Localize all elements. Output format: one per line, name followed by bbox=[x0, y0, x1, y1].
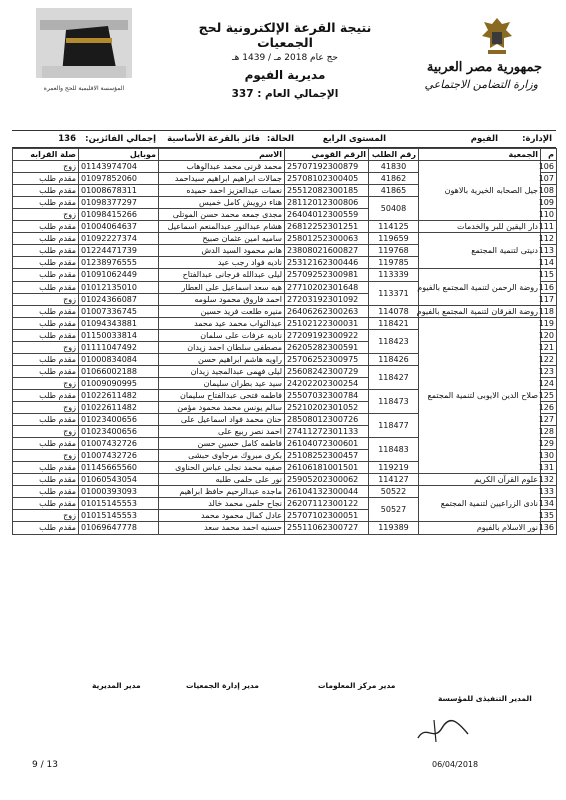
person-name: هناء درويش كامل خميس bbox=[159, 197, 285, 209]
table-row bbox=[13, 161, 557, 173]
admin-label: الإدارة: bbox=[522, 134, 552, 144]
request-number: 118483 bbox=[369, 438, 419, 462]
mobile-number: 01143974704 bbox=[79, 161, 159, 173]
national-id: 26205282300591 bbox=[285, 341, 369, 353]
svg-text:المؤسسة الاقليمية للحج والعمرة: المؤسسة الاقليمية للحج والعمرة bbox=[43, 85, 125, 92]
person-name: منيره طلعت فريد حسين bbox=[159, 305, 285, 317]
request-number: 119219 bbox=[369, 462, 419, 474]
row-index: 114 bbox=[541, 257, 557, 269]
mobile-number: 01111047492 bbox=[79, 341, 159, 353]
national-id: 27203192301092 bbox=[285, 293, 369, 305]
eagle-emblem-icon bbox=[480, 16, 514, 56]
row-index: 128 bbox=[541, 426, 557, 438]
association-name: نور الاسلام بالفيوم bbox=[419, 522, 541, 534]
national-id: 25707102300051 bbox=[285, 510, 369, 522]
status-label: الحالة: bbox=[266, 134, 294, 144]
ministry-logo bbox=[424, 16, 542, 91]
relation-type: مقدم طلب bbox=[13, 353, 79, 365]
relation-type: مقدم طلب bbox=[13, 486, 79, 498]
row-index: 119 bbox=[541, 317, 557, 329]
relation-type: زوج bbox=[13, 377, 79, 389]
col-header-index: م bbox=[541, 149, 557, 161]
person-name: راويه هاشم ابراهيم حسن bbox=[159, 353, 285, 365]
national-id: 25608242300729 bbox=[285, 365, 369, 377]
table-row bbox=[13, 233, 557, 245]
request-number: 50522 bbox=[369, 486, 419, 498]
ministry-subtitle: وزارة التضامن الاجتماعي bbox=[424, 78, 538, 91]
row-index: 136 bbox=[541, 522, 557, 534]
person-name: عادل كمال محمود محمد bbox=[159, 510, 285, 522]
relation-type: زوج bbox=[13, 161, 79, 173]
col-header-name: الاسم bbox=[159, 149, 285, 161]
national-id: 26104072300601 bbox=[285, 438, 369, 450]
directorate-label: مديرية الفيوم bbox=[244, 68, 326, 82]
person-name: بكرى مبروك مرجاوى حبشى bbox=[159, 450, 285, 462]
request-number: 118421 bbox=[369, 317, 419, 329]
sig-executive-director: المدير التنفيذى للمؤسسة bbox=[438, 694, 532, 703]
person-name: هبه سعد اسماعيل على العطار bbox=[159, 281, 285, 293]
row-index: 107 bbox=[541, 173, 557, 185]
relation-type: زوج bbox=[13, 450, 79, 462]
row-index: 127 bbox=[541, 414, 557, 426]
association-name: دار اليقين للبر والخدمات bbox=[419, 221, 541, 233]
national-id: 25511062300727 bbox=[285, 522, 369, 534]
relation-type: مقدم طلب bbox=[13, 462, 79, 474]
row-index: 126 bbox=[541, 401, 557, 413]
row-index: 133 bbox=[541, 486, 557, 498]
person-name: احمد نصر ربيع على bbox=[159, 426, 285, 438]
table-row bbox=[13, 522, 557, 534]
relation-type: مقدم طلب bbox=[13, 233, 79, 245]
person-name: حنان محمد فواد اسماعيل على bbox=[159, 414, 285, 426]
person-name: صفيه محمد نجلى عباس الحناوى bbox=[159, 462, 285, 474]
request-number: 114127 bbox=[369, 474, 419, 486]
mobile-number: 01022611482 bbox=[79, 401, 159, 413]
relation-type: زوج bbox=[13, 209, 79, 221]
relation-type: مقدم طلب bbox=[13, 305, 79, 317]
request-number: 119659 bbox=[369, 233, 419, 245]
relation-type: مقدم طلب bbox=[13, 414, 79, 426]
mobile-number: 01008678311 bbox=[79, 185, 159, 197]
winners-value: 136 bbox=[58, 134, 76, 144]
mobile-number: 01069647778 bbox=[79, 522, 159, 534]
national-id: 26104132300044 bbox=[285, 486, 369, 498]
mobile-number: 01094343881 bbox=[79, 317, 159, 329]
col-header-mobile: موبايل bbox=[79, 149, 159, 161]
national-id: 25708102300405 bbox=[285, 173, 369, 185]
relation-type: مقدم طلب bbox=[13, 329, 79, 341]
person-name: مصطفى سلطان احمد زيدان bbox=[159, 341, 285, 353]
national-id: 28112012300806 bbox=[285, 197, 369, 209]
row-index: 109 bbox=[541, 197, 557, 209]
mobile-number: 01000834084 bbox=[79, 353, 159, 365]
relation-type: زوج bbox=[13, 510, 79, 522]
row-index: 125 bbox=[541, 389, 557, 401]
relation-type: مقدم طلب bbox=[13, 257, 79, 269]
season-label: حج عام 2018 مـ / 1439 هـ bbox=[232, 53, 338, 63]
relation-type: مقدم طلب bbox=[13, 185, 79, 197]
relation-type: مقدم طلب bbox=[13, 522, 79, 534]
national-id: 26207112300122 bbox=[285, 498, 369, 510]
winners-table bbox=[12, 148, 557, 535]
national-id: 25210202301052 bbox=[285, 401, 369, 413]
mobile-number: 01007432726 bbox=[79, 450, 159, 462]
row-index: 132 bbox=[541, 474, 557, 486]
request-number: 114078 bbox=[369, 305, 419, 317]
row-index: 111 bbox=[541, 221, 557, 233]
relation-type: مقدم طلب bbox=[13, 498, 79, 510]
col-header-request: رقم الطلب bbox=[369, 149, 419, 161]
person-name: احمد فاروق محمود سلومه bbox=[159, 293, 285, 305]
request-number: 118427 bbox=[369, 365, 419, 389]
national-id: 27209192300922 bbox=[285, 329, 369, 341]
table-row bbox=[13, 269, 557, 281]
person-name: نعمات عبدالعزيز احمد حميده bbox=[159, 185, 285, 197]
mobile-number: 01015145553 bbox=[79, 498, 159, 510]
row-index: 110 bbox=[541, 209, 557, 221]
mobile-number: 01150033814 bbox=[79, 329, 159, 341]
ministry-name: جمهورية مصر العربية bbox=[426, 60, 542, 75]
person-name: حسنيه احمد محمد سعد bbox=[159, 522, 285, 534]
relation-type: مقدم طلب bbox=[13, 269, 79, 281]
national-id: 26106181001501 bbox=[285, 462, 369, 474]
person-name: فاطمه كامل حسين حسن bbox=[159, 438, 285, 450]
national-id: 24202202300254 bbox=[285, 377, 369, 389]
national-id: 25905202300062 bbox=[285, 474, 369, 486]
person-name: فاطمه فتحى عبدالفتاح سليمان bbox=[159, 389, 285, 401]
row-index: 135 bbox=[541, 510, 557, 522]
person-name: مجدى جمعه محمد حسن الموتلى bbox=[159, 209, 285, 221]
relation-type: زوج bbox=[13, 293, 79, 305]
relation-type: مقدم طلب bbox=[13, 438, 79, 450]
mobile-number: 01015145553 bbox=[79, 510, 159, 522]
national-id: 27710202301648 bbox=[285, 281, 369, 293]
relation-type: مقدم طلب bbox=[13, 197, 79, 209]
person-name: ليلى عبدالله فرجانى عبدالفتاح bbox=[159, 269, 285, 281]
mobile-number: 01012135010 bbox=[79, 281, 159, 293]
person-name: محمد قرنى محمد عبدالوهاب bbox=[159, 161, 285, 173]
relation-type: زوج bbox=[13, 426, 79, 438]
mobile-number: 01023400656 bbox=[79, 426, 159, 438]
person-name: ساميه امين عثمان صبيح bbox=[159, 233, 285, 245]
winners-label: إجمالي الفائزين: bbox=[85, 134, 156, 144]
grand-total: الإجمالي العام : 337 bbox=[231, 88, 339, 100]
row-index: 122 bbox=[541, 353, 557, 365]
report-title: نتيجة القرعة الإلكترونية لحج الجمعيات bbox=[198, 20, 372, 50]
table-row bbox=[13, 221, 557, 233]
person-name: ماجده عبدالرحيم حافظ ابراهيم bbox=[159, 486, 285, 498]
row-index: 120 bbox=[541, 329, 557, 341]
national-id: 25707192300879 bbox=[285, 161, 369, 173]
national-id: 25312162300446 bbox=[285, 257, 369, 269]
row-index: 130 bbox=[541, 450, 557, 462]
row-index: 106 bbox=[541, 161, 557, 173]
row-index: 123 bbox=[541, 365, 557, 377]
table-header-row bbox=[13, 149, 557, 161]
table-row bbox=[13, 474, 557, 486]
relation-type: مقدم طلب bbox=[13, 365, 79, 377]
person-name: ليلى فهمى عبدالمجيد زيدان bbox=[159, 365, 285, 377]
association-name: روضة الرحمن لتنمية المجتمع بالفيوم bbox=[419, 269, 541, 305]
mobile-number: 01145665560 bbox=[79, 462, 159, 474]
association-name: نادى الزراعيين لتنمية المجتمع bbox=[419, 486, 541, 522]
status-value: فائز بالقرعة الأساسية bbox=[167, 134, 260, 144]
national-id: 28508012300726 bbox=[285, 414, 369, 426]
national-id: 26812252301251 bbox=[285, 221, 369, 233]
mobile-number: 01060543054 bbox=[79, 474, 159, 486]
row-index: 116 bbox=[541, 281, 557, 293]
col-header-association: الجمعية bbox=[419, 149, 541, 161]
sig-associations-manager: مدير إدارة الجمعيات bbox=[186, 681, 259, 690]
relation-type: مقدم طلب bbox=[13, 173, 79, 185]
request-number: 50527 bbox=[369, 498, 419, 522]
national-id: 25801252300063 bbox=[285, 233, 369, 245]
level-label: المستوى الرابع bbox=[322, 134, 386, 144]
request-number: 119785 bbox=[369, 257, 419, 269]
national-id: 25706252300975 bbox=[285, 353, 369, 365]
person-name: سالم يونس محمد محمود مؤمن bbox=[159, 401, 285, 413]
col-header-relation: صلة القرابه bbox=[13, 149, 79, 161]
row-index: 117 bbox=[541, 293, 557, 305]
national-id: 25709252300981 bbox=[285, 269, 369, 281]
row-index: 115 bbox=[541, 269, 557, 281]
request-number: 118423 bbox=[369, 329, 419, 353]
request-number: 118477 bbox=[369, 414, 419, 438]
report-title-block bbox=[190, 20, 380, 100]
request-number: 119768 bbox=[369, 245, 419, 257]
sig-directorate-manager: مدير المديرية bbox=[92, 681, 141, 690]
row-index: 134 bbox=[541, 498, 557, 510]
row-index: 121 bbox=[541, 341, 557, 353]
national-id: 25507032300784 bbox=[285, 389, 369, 401]
mobile-number: 01098415266 bbox=[79, 209, 159, 221]
relation-type: مقدم طلب bbox=[13, 317, 79, 329]
association-name: صلاح الدين الايوبى لتنمية المجتمع bbox=[419, 317, 541, 474]
row-index: 118 bbox=[541, 305, 557, 317]
row-index: 113 bbox=[541, 245, 557, 257]
relation-type: مقدم طلب bbox=[13, 221, 79, 233]
national-id: 26406262300263 bbox=[285, 305, 369, 317]
mobile-number: 01097852060 bbox=[79, 173, 159, 185]
national-id: 23808021600827 bbox=[285, 245, 369, 257]
national-id: 25108252300457 bbox=[285, 450, 369, 462]
sig-info-center-manager: مدير مركز المعلومات bbox=[318, 681, 396, 690]
person-name: جمالات ابراهيم ابراهيم سيداحمد bbox=[159, 173, 285, 185]
mobile-number: 01000393093 bbox=[79, 486, 159, 498]
mobile-number: 01007336745 bbox=[79, 305, 159, 317]
person-name: هشام عبدالنور عبدالمنعم اسماعيل bbox=[159, 221, 285, 233]
mobile-number: 01091062449 bbox=[79, 269, 159, 281]
mobile-number: 01023400656 bbox=[79, 414, 159, 426]
association-name: علوم القرآن الكريم bbox=[419, 474, 541, 486]
col-header-national-id: الرقم القومي bbox=[285, 149, 369, 161]
request-number: 118473 bbox=[369, 389, 419, 413]
mobile-number: 01224471739 bbox=[79, 245, 159, 257]
mobile-number: 01022611482 bbox=[79, 389, 159, 401]
person-name: هانم محمود السيد الدش bbox=[159, 245, 285, 257]
relation-type: مقدم طلب bbox=[13, 245, 79, 257]
person-name: سيد عيد بطران سليمان bbox=[159, 377, 285, 389]
table-row bbox=[13, 317, 557, 329]
association-name: دنيتى لتنمية المجتمع bbox=[419, 233, 541, 269]
national-id: 27411272301133 bbox=[285, 426, 369, 438]
mobile-number: 01024366087 bbox=[79, 293, 159, 305]
request-number: 113339 bbox=[369, 269, 419, 281]
admin-value: الفيوم bbox=[470, 134, 498, 144]
request-number: 41862 bbox=[369, 173, 419, 185]
relation-type: زوج bbox=[13, 341, 79, 353]
national-id: 25512082300185 bbox=[285, 185, 369, 197]
signature-mark bbox=[414, 716, 472, 746]
row-index: 108 bbox=[541, 185, 557, 197]
relation-type: زوج bbox=[13, 401, 79, 413]
request-number: 118426 bbox=[369, 353, 419, 365]
kaaba-logo bbox=[36, 8, 132, 104]
national-id: 25102122300031 bbox=[285, 317, 369, 329]
national-id: 26404012300559 bbox=[285, 209, 369, 221]
row-index: 112 bbox=[541, 233, 557, 245]
request-number: 50408 bbox=[369, 197, 419, 221]
mobile-number: 01238976555 bbox=[79, 257, 159, 269]
row-index: 124 bbox=[541, 377, 557, 389]
person-name: نور على حلمى طلبه bbox=[159, 474, 285, 486]
mobile-number: 01098377297 bbox=[79, 197, 159, 209]
request-number: 41830 bbox=[369, 161, 419, 173]
person-name: ناديه عرفات على سلمان bbox=[159, 329, 285, 341]
request-number: 119389 bbox=[369, 522, 419, 534]
row-index: 131 bbox=[541, 462, 557, 474]
request-number: 114125 bbox=[369, 221, 419, 233]
table-row bbox=[13, 305, 557, 317]
relation-type: مقدم طلب bbox=[13, 474, 79, 486]
request-number: 113371 bbox=[369, 281, 419, 305]
mobile-number: 01066002188 bbox=[79, 365, 159, 377]
table-row bbox=[13, 486, 557, 498]
report-meta-row bbox=[12, 130, 556, 148]
request-number: 41865 bbox=[369, 185, 419, 197]
relation-type: مقدم طلب bbox=[13, 389, 79, 401]
person-name: ناديه فواد رجب عيد bbox=[159, 257, 285, 269]
person-name: نجاح حلمى محمد خالد bbox=[159, 498, 285, 510]
mobile-number: 01007432726 bbox=[79, 438, 159, 450]
association-name: جيل الصحابه الخيرية بالاهون bbox=[419, 161, 541, 221]
mobile-number: 01092227374 bbox=[79, 233, 159, 245]
print-date: 06/04/2018 bbox=[432, 760, 479, 769]
mobile-number: 01004064637 bbox=[79, 221, 159, 233]
mobile-number: 01009090995 bbox=[79, 377, 159, 389]
relation-type: مقدم طلب bbox=[13, 281, 79, 293]
person-name: عبدالتواب محمد عيد محمد bbox=[159, 317, 285, 329]
association-name: روضة الفرقان لتنمية المجتمع بالفيوم bbox=[419, 305, 541, 317]
page-number: 9 / 13 bbox=[32, 760, 58, 770]
row-index: 129 bbox=[541, 438, 557, 450]
